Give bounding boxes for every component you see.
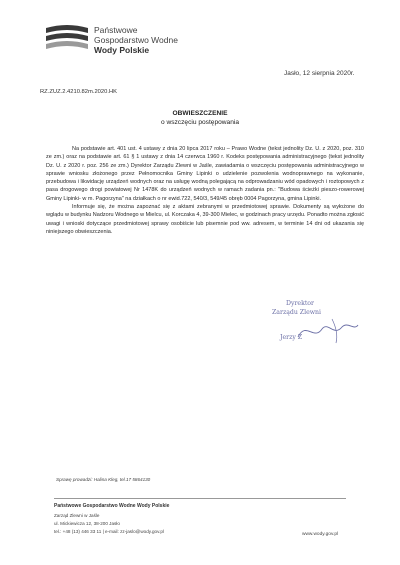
case-handler-note: Sprawę prowadzi: Halina Kleg, tel.17 5864130	[56, 477, 151, 482]
document-title: OBWIESZCZENIE	[172, 110, 228, 117]
org-line-3: Wody Polskie	[94, 45, 150, 55]
organization-name	[94, 25, 178, 55]
signature-scribble	[292, 315, 362, 345]
reference-number: RZ.ZUZ.2.4210.82m.2020.HK	[40, 89, 118, 95]
signer-name: Jerzy Z	[280, 334, 303, 341]
signature-block	[262, 297, 362, 349]
body-paragraph-1: Na podstawie art. 401 ust. 4 ustawy z dnia 20 lipca 2017 roku – Prawo Wodne (tekst jednolity Dz. U. z 2020, poz. 310 ze zm.) oraz na podstawie art. 61 § 1 ustawy z dnia 14 czerwca 1960 r. Kodeks postępowania administracyjnego (tekst jednolity Dz. U. z 2020 r. poz. 256 ze zm.) Dyrektor Zarządu Zlewni w Jaśle, zawiadamia o wszczęciu postępowania administracyjnego w sprawie wniosku złożonego przez Pełnomocnika Gminy Lipinki o udzielenie pozwolenia wodnoprawnego na wykonanie, przebudowa i likwidację urządzeń wodnych oraz na usługę wodną polegającą na odprowadzaniu wód opadowych i roztopowych z pasa drogowego drogi powiatowej Nr 1478K do urządzeń wodnych w ramach zadania pn.: "Budowa ścieżki pieszo-rowerowej Gminy Lipinki- w m. Pagorzyna" na działkach o nr ewid.722, 540/3, 549/45 obręb 0004 Pagorzyna, gmina Lipinki.	[46, 146, 364, 202]
body-paragraph-2: Informuje się, że można zapoznać się z aktami zebranymi w przedmiotowej sprawie. Dokumenty są wyłożone do wglądu w budynku Nadzoru Wodnego w Mielcu, ul. Korczaka 4, 39-300 Mielec, w godzinach pracy urzędu. Ponadto można zgłosić uwagi i wnioski dotyczące przedmiotowej sprawy osobiście lub pisemnie pod ww. adresem, w terminie 14 dni od ukazania się niniejszego obwieszczenia.	[46, 204, 364, 235]
stamp-office: Zarządu Zlewni	[272, 309, 322, 316]
document-body	[46, 145, 364, 236]
org-line-2: Gospodarstwo Wodne	[94, 35, 178, 45]
wody-polskie-logo	[44, 24, 90, 54]
stamp-title: Dyrektor	[286, 300, 314, 307]
org-line-1: Państwowe	[94, 25, 138, 35]
footer-address: ul. Mickiewicza 12, 38-200 Jasło	[54, 521, 120, 526]
document-date: Jasło, 12 sierpnia 2020r.	[284, 70, 355, 77]
document-subtitle: o wszczęciu postępowania	[160, 119, 240, 126]
footer-office: Zarząd Zlewni w Jaśle	[54, 513, 100, 518]
footer-contact: tel.: +48 (13) 446 33 11 | e-mail: zz-jaslo@wody.gov.pl	[54, 529, 164, 534]
footer-organization: Państwowe Gospodarstwo Wodne Wody Polskie	[54, 503, 170, 509]
footer-website: www.wody.gov.pl	[302, 532, 339, 537]
footer-divider	[54, 498, 346, 499]
